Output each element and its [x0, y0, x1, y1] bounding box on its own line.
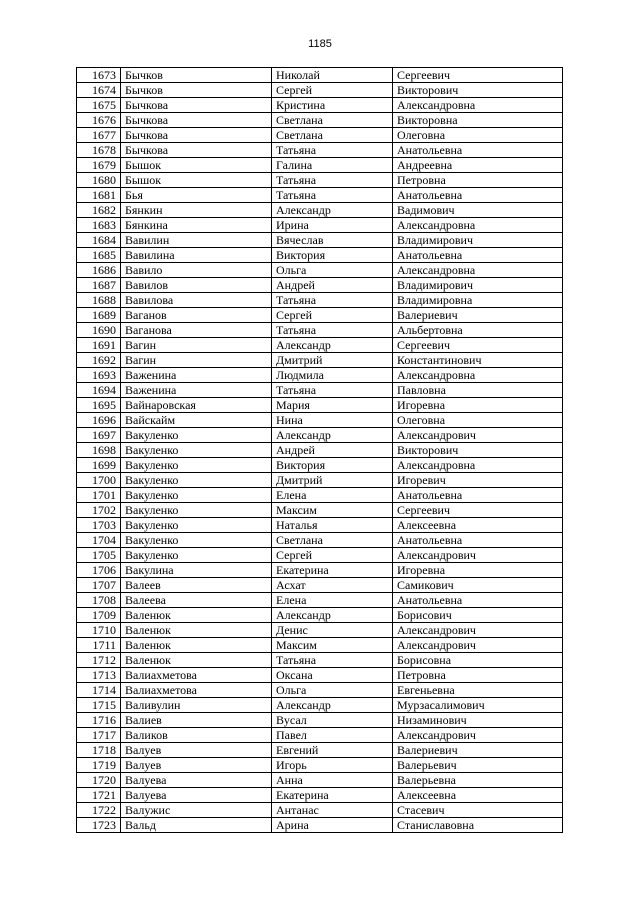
row-number-cell: 1710 [77, 623, 121, 638]
table-row [77, 248, 563, 263]
row-number-cell: 1687 [77, 278, 121, 293]
table-row [77, 503, 563, 518]
surname-cell: Валиев [121, 713, 272, 728]
surname-cell: Вакуленко [121, 488, 272, 503]
table-row [77, 143, 563, 158]
first-name-cell: Игорь [272, 758, 393, 773]
table-row [77, 308, 563, 323]
first-name-cell: Татьяна [272, 383, 393, 398]
surname-cell: Важенина [121, 383, 272, 398]
table-row [77, 218, 563, 233]
patronymic-cell: Олеговна [393, 128, 563, 143]
first-name-cell: Павел [272, 728, 393, 743]
table-row [77, 788, 563, 803]
surname-cell: Вавилина [121, 248, 272, 263]
patronymic-cell: Константинович [393, 353, 563, 368]
first-name-cell: Екатерина [272, 563, 393, 578]
table-row [77, 458, 563, 473]
first-name-cell: Александр [272, 428, 393, 443]
table-row [77, 473, 563, 488]
table-row [77, 818, 563, 833]
name-list-table [76, 67, 563, 833]
table-row [77, 398, 563, 413]
table-row [77, 623, 563, 638]
patronymic-cell: Александрович [393, 728, 563, 743]
row-number-cell: 1675 [77, 98, 121, 113]
patronymic-cell: Борисович [393, 608, 563, 623]
table-row [77, 323, 563, 338]
table-row [77, 68, 563, 83]
surname-cell: Валивулин [121, 698, 272, 713]
first-name-cell: Татьяна [272, 143, 393, 158]
row-number-cell: 1690 [77, 323, 121, 338]
table-row [77, 428, 563, 443]
surname-cell: Валуев [121, 758, 272, 773]
table-row [77, 263, 563, 278]
row-number-cell: 1712 [77, 653, 121, 668]
table-row [77, 488, 563, 503]
first-name-cell: Александр [272, 698, 393, 713]
first-name-cell: Ольга [272, 263, 393, 278]
first-name-cell: Ирина [272, 218, 393, 233]
row-number-cell: 1723 [77, 818, 121, 833]
table-row [77, 638, 563, 653]
surname-cell: Бья [121, 188, 272, 203]
row-number-cell: 1708 [77, 593, 121, 608]
patronymic-cell: Альбертовна [393, 323, 563, 338]
first-name-cell: Арина [272, 818, 393, 833]
row-number-cell: 1688 [77, 293, 121, 308]
first-name-cell: Людмила [272, 368, 393, 383]
row-number-cell: 1698 [77, 443, 121, 458]
patronymic-cell: Владимирович [393, 278, 563, 293]
surname-cell: Валенюк [121, 653, 272, 668]
surname-cell: Важенина [121, 368, 272, 383]
table-row [77, 173, 563, 188]
patronymic-cell: Анатольевна [393, 593, 563, 608]
first-name-cell: Ольга [272, 683, 393, 698]
row-number-cell: 1704 [77, 533, 121, 548]
patronymic-cell: Валерьевна [393, 773, 563, 788]
table-row [77, 563, 563, 578]
patronymic-cell: Борисовна [393, 653, 563, 668]
table-row [77, 338, 563, 353]
row-number-cell: 1696 [77, 413, 121, 428]
table-row [77, 113, 563, 128]
patronymic-cell: Александрович [393, 428, 563, 443]
table-row [77, 353, 563, 368]
surname-cell: Вайскайм [121, 413, 272, 428]
first-name-cell: Евгений [272, 743, 393, 758]
table-row [77, 98, 563, 113]
row-number-cell: 1714 [77, 683, 121, 698]
first-name-cell: Екатерина [272, 788, 393, 803]
row-number-cell: 1716 [77, 713, 121, 728]
surname-cell: Вакуленко [121, 533, 272, 548]
table-row [77, 758, 563, 773]
row-number-cell: 1677 [77, 128, 121, 143]
table-row [77, 188, 563, 203]
first-name-cell: Елена [272, 593, 393, 608]
patronymic-cell: Владимировна [393, 293, 563, 308]
row-number-cell: 1700 [77, 473, 121, 488]
row-number-cell: 1703 [77, 518, 121, 533]
first-name-cell: Татьяна [272, 323, 393, 338]
table-row [77, 443, 563, 458]
patronymic-cell: Александрович [393, 638, 563, 653]
patronymic-cell: Викторович [393, 83, 563, 98]
surname-cell: Вакуленко [121, 428, 272, 443]
table-row [77, 383, 563, 398]
first-name-cell: Александр [272, 203, 393, 218]
page-number: 1185 [308, 38, 332, 50]
surname-cell: Вальд [121, 818, 272, 833]
row-number-cell: 1674 [77, 83, 121, 98]
surname-cell: Ваганова [121, 323, 272, 338]
row-number-cell: 1689 [77, 308, 121, 323]
first-name-cell: Оксана [272, 668, 393, 683]
surname-cell: Вагин [121, 353, 272, 368]
surname-cell: Валиахметова [121, 683, 272, 698]
first-name-cell: Антанас [272, 803, 393, 818]
row-number-cell: 1678 [77, 143, 121, 158]
patronymic-cell: Павловна [393, 383, 563, 398]
row-number-cell: 1701 [77, 488, 121, 503]
patronymic-cell: Анатольевна [393, 533, 563, 548]
row-number-cell: 1702 [77, 503, 121, 518]
first-name-cell: Сергей [272, 83, 393, 98]
first-name-cell: Николай [272, 68, 393, 83]
row-number-cell: 1717 [77, 728, 121, 743]
table-row [77, 653, 563, 668]
patronymic-cell: Александровна [393, 218, 563, 233]
first-name-cell: Асхат [272, 578, 393, 593]
patronymic-cell: Самикович [393, 578, 563, 593]
patronymic-cell: Викторовна [393, 113, 563, 128]
table-row [77, 578, 563, 593]
patronymic-cell: Сергеевич [393, 68, 563, 83]
first-name-cell: Мария [272, 398, 393, 413]
first-name-cell: Вячеслав [272, 233, 393, 248]
row-number-cell: 1694 [77, 383, 121, 398]
first-name-cell: Андрей [272, 278, 393, 293]
table-row [77, 278, 563, 293]
first-name-cell: Александр [272, 608, 393, 623]
row-number-cell: 1718 [77, 743, 121, 758]
first-name-cell: Максим [272, 503, 393, 518]
table-row [77, 593, 563, 608]
table-row [77, 668, 563, 683]
table-row [77, 743, 563, 758]
row-number-cell: 1680 [77, 173, 121, 188]
table-row [77, 698, 563, 713]
first-name-cell: Вусал [272, 713, 393, 728]
table-row [77, 203, 563, 218]
first-name-cell: Максим [272, 638, 393, 653]
first-name-cell: Елена [272, 488, 393, 503]
surname-cell: Вавило [121, 263, 272, 278]
patronymic-cell: Александрович [393, 548, 563, 563]
first-name-cell: Светлана [272, 533, 393, 548]
surname-cell: Бычкова [121, 128, 272, 143]
table-row [77, 533, 563, 548]
row-number-cell: 1721 [77, 788, 121, 803]
patronymic-cell: Игоревна [393, 563, 563, 578]
table-row [77, 728, 563, 743]
row-number-cell: 1685 [77, 248, 121, 263]
surname-cell: Валеев [121, 578, 272, 593]
patronymic-cell: Игоревна [393, 398, 563, 413]
surname-cell: Вакуленко [121, 443, 272, 458]
patronymic-cell: Александровна [393, 263, 563, 278]
patronymic-cell: Александровна [393, 98, 563, 113]
surname-cell: Бянкин [121, 203, 272, 218]
patronymic-cell: Алексеевна [393, 518, 563, 533]
first-name-cell: Денис [272, 623, 393, 638]
first-name-cell: Анна [272, 773, 393, 788]
patronymic-cell: Мурзасалимович [393, 698, 563, 713]
table-row [77, 608, 563, 623]
row-number-cell: 1683 [77, 218, 121, 233]
first-name-cell: Виктория [272, 458, 393, 473]
table-row [77, 368, 563, 383]
table-row [77, 128, 563, 143]
patronymic-cell: Владимирович [393, 233, 563, 248]
patronymic-cell: Сергеевич [393, 503, 563, 518]
row-number-cell: 1706 [77, 563, 121, 578]
name-list-body [77, 68, 563, 833]
first-name-cell: Галина [272, 158, 393, 173]
patronymic-cell: Олеговна [393, 413, 563, 428]
first-name-cell: Татьяна [272, 173, 393, 188]
surname-cell: Вайнаровская [121, 398, 272, 413]
table-row [77, 548, 563, 563]
surname-cell: Вакулина [121, 563, 272, 578]
table-row [77, 803, 563, 818]
surname-cell: Вакуленко [121, 548, 272, 563]
surname-cell: Бычкова [121, 143, 272, 158]
first-name-cell: Татьяна [272, 653, 393, 668]
first-name-cell: Александр [272, 338, 393, 353]
row-number-cell: 1686 [77, 263, 121, 278]
row-number-cell: 1719 [77, 758, 121, 773]
patronymic-cell: Валерьевич [393, 758, 563, 773]
surname-cell: Вакуленко [121, 518, 272, 533]
surname-cell: Валуев [121, 743, 272, 758]
row-number-cell: 1713 [77, 668, 121, 683]
table-row [77, 233, 563, 248]
row-number-cell: 1682 [77, 203, 121, 218]
row-number-cell: 1707 [77, 578, 121, 593]
surname-cell: Вагин [121, 338, 272, 353]
patronymic-cell: Александрович [393, 623, 563, 638]
table-row [77, 773, 563, 788]
table-row [77, 713, 563, 728]
row-number-cell: 1705 [77, 548, 121, 563]
patronymic-cell: Петровна [393, 173, 563, 188]
table-row [77, 518, 563, 533]
patronymic-cell: Евгеньевна [393, 683, 563, 698]
row-number-cell: 1681 [77, 188, 121, 203]
patronymic-cell: Александровна [393, 458, 563, 473]
table-row [77, 683, 563, 698]
surname-cell: Бычков [121, 68, 272, 83]
table-row [77, 83, 563, 98]
surname-cell: Валиахметова [121, 668, 272, 683]
patronymic-cell: Станиславовна [393, 818, 563, 833]
surname-cell: Бычков [121, 83, 272, 98]
patronymic-cell: Валериевич [393, 743, 563, 758]
patronymic-cell: Вадимович [393, 203, 563, 218]
row-number-cell: 1722 [77, 803, 121, 818]
patronymic-cell: Анатольевна [393, 188, 563, 203]
surname-cell: Бышок [121, 158, 272, 173]
first-name-cell: Нина [272, 413, 393, 428]
surname-cell: Бышок [121, 173, 272, 188]
row-number-cell: 1676 [77, 113, 121, 128]
first-name-cell: Светлана [272, 113, 393, 128]
surname-cell: Валуева [121, 788, 272, 803]
table-row [77, 413, 563, 428]
first-name-cell: Светлана [272, 128, 393, 143]
patronymic-cell: Низаминович [393, 713, 563, 728]
row-number-cell: 1695 [77, 398, 121, 413]
patronymic-cell: Викторович [393, 443, 563, 458]
row-number-cell: 1679 [77, 158, 121, 173]
surname-cell: Валиков [121, 728, 272, 743]
surname-cell: Вавилов [121, 278, 272, 293]
patronymic-cell: Анатольевна [393, 248, 563, 263]
row-number-cell: 1691 [77, 338, 121, 353]
patronymic-cell: Анатольевна [393, 488, 563, 503]
row-number-cell: 1711 [77, 638, 121, 653]
patronymic-cell: Алексеевна [393, 788, 563, 803]
table-row [77, 293, 563, 308]
patronymic-cell: Андреевна [393, 158, 563, 173]
table-row [77, 158, 563, 173]
row-number-cell: 1699 [77, 458, 121, 473]
first-name-cell: Татьяна [272, 188, 393, 203]
row-number-cell: 1693 [77, 368, 121, 383]
first-name-cell: Сергей [272, 308, 393, 323]
patronymic-cell: Сергеевич [393, 338, 563, 353]
surname-cell: Валуева [121, 773, 272, 788]
surname-cell: Вакуленко [121, 473, 272, 488]
surname-cell: Бычкова [121, 113, 272, 128]
row-number-cell: 1720 [77, 773, 121, 788]
first-name-cell: Андрей [272, 443, 393, 458]
row-number-cell: 1684 [77, 233, 121, 248]
first-name-cell: Дмитрий [272, 473, 393, 488]
row-number-cell: 1673 [77, 68, 121, 83]
surname-cell: Вакуленко [121, 458, 272, 473]
row-number-cell: 1709 [77, 608, 121, 623]
surname-cell: Валенюк [121, 623, 272, 638]
surname-cell: Бянкина [121, 218, 272, 233]
surname-cell: Валужис [121, 803, 272, 818]
patronymic-cell: Стасевич [393, 803, 563, 818]
first-name-cell: Кристина [272, 98, 393, 113]
first-name-cell: Наталья [272, 518, 393, 533]
first-name-cell: Дмитрий [272, 353, 393, 368]
first-name-cell: Татьяна [272, 293, 393, 308]
surname-cell: Вакуленко [121, 503, 272, 518]
surname-cell: Ваганов [121, 308, 272, 323]
row-number-cell: 1715 [77, 698, 121, 713]
first-name-cell: Сергей [272, 548, 393, 563]
patronymic-cell: Игоревич [393, 473, 563, 488]
patronymic-cell: Валериевич [393, 308, 563, 323]
surname-cell: Вавилин [121, 233, 272, 248]
surname-cell: Валеева [121, 593, 272, 608]
row-number-cell: 1692 [77, 353, 121, 368]
surname-cell: Бычкова [121, 98, 272, 113]
surname-cell: Валенюк [121, 638, 272, 653]
patronymic-cell: Петровна [393, 668, 563, 683]
patronymic-cell: Александровна [393, 368, 563, 383]
first-name-cell: Виктория [272, 248, 393, 263]
surname-cell: Вавилова [121, 293, 272, 308]
surname-cell: Валенюк [121, 608, 272, 623]
row-number-cell: 1697 [77, 428, 121, 443]
patronymic-cell: Анатольевна [393, 143, 563, 158]
